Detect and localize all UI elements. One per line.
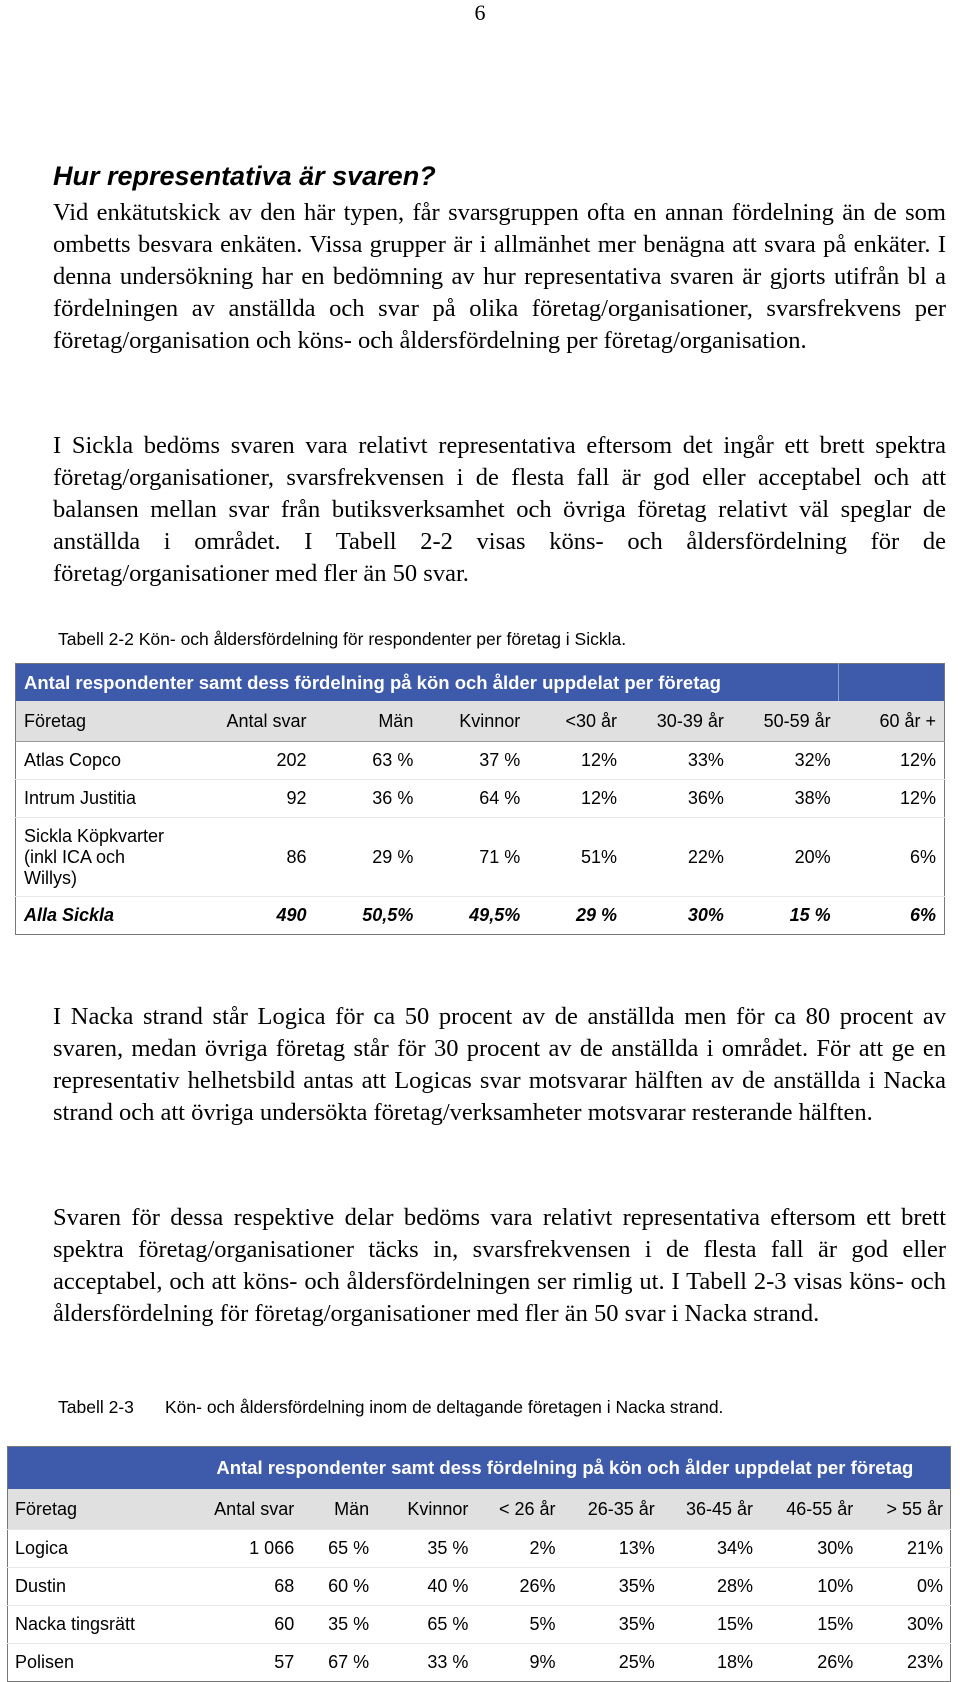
column-header: Antal svar <box>180 1489 302 1530</box>
column-header: 50-59 år <box>732 701 839 742</box>
table-cell: 38% <box>732 780 839 818</box>
table-caption-text: Kön- och åldersfördelning inom de deltagande företagen i Nacka strand. <box>165 1397 724 1417</box>
table-title-row <box>16 664 945 702</box>
table-cell: 23% <box>860 1644 950 1682</box>
table-header-row <box>8 1489 951 1530</box>
column-header: Antal svar <box>184 701 315 742</box>
table-row <box>8 1644 951 1682</box>
table-title-spacer <box>839 664 945 702</box>
table-cell: 63 % <box>314 742 421 780</box>
table-cell: 30% <box>760 1530 860 1568</box>
table-nacka-strand <box>7 1446 951 1682</box>
table-cell: 9% <box>475 1644 562 1682</box>
column-header: < 26 år <box>475 1489 562 1530</box>
table-cell: 20% <box>732 818 839 897</box>
table-cell: Dustin <box>8 1568 180 1606</box>
table-caption-2-3 <box>58 1396 723 1418</box>
table-cell: 36 % <box>314 780 421 818</box>
paragraph-intro: Vid enkätutskick av den här typen, får svarsgruppen ofta en annan fördelning än de som ombetts besvara enkäten. Vissa grupper är i allmänhet mer benägna att svara på enkäter. I denna undersökning har en bedömning av hur representativa svaren är gjorts utifrån bl a fördelningen av anställda och svar på olika företag/organisationer, svarsfrekvens per företag/organisation och köns- och åldersfördelning per företag/organisation. <box>53 199 946 354</box>
table-cell: 22% <box>625 818 732 897</box>
table-cell: 490 <box>184 897 315 935</box>
column-header: 46-55 år <box>760 1489 860 1530</box>
table-cell: 15% <box>662 1606 760 1644</box>
paragraph-nacka-representativity: Svaren för dessa respektive delar bedöms vara relativt representativa eftersom ett brett spektra företag/organisationer täcks in, svarsfrekvensen i de flesta fall är god eller acceptabel, och att köns- och åldersfördelningen ser rimlig ut. I Tabell 2-3 visas köns- och åldersfördelning för företag/organisationer med fler än 50 svar i Nacka strand. <box>53 1204 946 1327</box>
table-cell: 60 % <box>301 1568 376 1606</box>
table-row <box>8 1568 951 1606</box>
table-cell: 30% <box>625 897 732 935</box>
table-cell: 29 % <box>528 897 625 935</box>
table-cell: 60 <box>180 1606 302 1644</box>
table-cell: Alla Sickla <box>16 897 184 935</box>
column-header: 30-39 år <box>625 701 732 742</box>
column-header: > 55 år <box>860 1489 950 1530</box>
table-row <box>16 780 945 818</box>
table-cell: 92 <box>184 780 315 818</box>
table-cell: 12% <box>528 780 625 818</box>
table-cell: 35% <box>563 1606 662 1644</box>
table-cell: 35 % <box>301 1606 376 1644</box>
paragraph-nacka-logica: I Nacka strand står Logica för ca 50 procent av de anställda men för ca 80 procent av svaren, medan övriga företag står för 30 procent av de anställda i området. För att ge en representativ helhetsbild antas att Logicas svar motsvarar hälften av de anställda i Nacka strand och att övriga undersökta företag/verksamheter motsvarar resterande hälften. <box>53 1003 946 1126</box>
table-cell: 36% <box>625 780 732 818</box>
table-cell: 37 % <box>421 742 528 780</box>
table-cell: 202 <box>184 742 315 780</box>
table-row <box>16 742 945 780</box>
table-cell: 15% <box>760 1606 860 1644</box>
column-header: <30 år <box>528 701 625 742</box>
table-cell: Nacka tingsrätt <box>8 1606 180 1644</box>
table-cell: 26% <box>475 1568 562 1606</box>
table-row <box>8 1606 951 1644</box>
column-header: 36-45 år <box>662 1489 760 1530</box>
table-cell: 34% <box>662 1530 760 1568</box>
table-cell: 26% <box>760 1644 860 1682</box>
table-total-row <box>16 897 945 935</box>
table-cell: 1 066 <box>180 1530 302 1568</box>
table-cell: 49,5% <box>421 897 528 935</box>
table-title: Antal respondenter samt dess fördelning på kön och ålder uppdelat per företag <box>180 1447 951 1490</box>
page-number: 6 <box>474 0 486 25</box>
table-cell: 68 <box>180 1568 302 1606</box>
table-cell: 35 % <box>376 1530 475 1568</box>
table-caption-number: Tabell 2-3 <box>58 1397 134 1417</box>
table-cell: 40 % <box>376 1568 475 1606</box>
table-cell: 18% <box>662 1644 760 1682</box>
table-cell: 50,5% <box>314 897 421 935</box>
table-cell: 6% <box>839 897 945 935</box>
table-cell: 21% <box>860 1530 950 1568</box>
table-sickla <box>15 663 945 935</box>
table-cell: 86 <box>184 818 315 897</box>
table-cell: 12% <box>528 742 625 780</box>
table-cell: 64 % <box>421 780 528 818</box>
table-cell: 15 % <box>732 897 839 935</box>
table-cell: 35% <box>563 1568 662 1606</box>
table-cell: Logica <box>8 1530 180 1568</box>
column-header: Kvinnor <box>376 1489 475 1530</box>
column-header: Kvinnor <box>421 701 528 742</box>
column-header: 60 år + <box>839 701 945 742</box>
table-cell: 71 % <box>421 818 528 897</box>
table-cell: 10% <box>760 1568 860 1606</box>
table-cell: 6% <box>839 818 945 897</box>
table-cell: Intrum Justitia <box>16 780 184 818</box>
table-cell: 29 % <box>314 818 421 897</box>
table-cell: 67 % <box>301 1644 376 1682</box>
table-caption-2-2: Tabell 2-2 Kön- och åldersfördelning för respondenter per företag i Sickla. <box>58 629 627 649</box>
table-title: Antal respondenter samt dess fördelning på kön och ålder uppdelat per företag <box>16 664 839 702</box>
column-header: Män <box>314 701 421 742</box>
table-title-spacer <box>8 1447 180 1490</box>
column-header: 26-35 år <box>563 1489 662 1530</box>
table-cell: Polisen <box>8 1644 180 1682</box>
section-heading: Hur representativa är svaren? <box>53 161 436 191</box>
table-cell: 5% <box>475 1606 562 1644</box>
table-cell: 2% <box>475 1530 562 1568</box>
column-header: Företag <box>8 1489 180 1530</box>
table-row <box>16 818 945 897</box>
table-cell: 13% <box>563 1530 662 1568</box>
table-cell: 33 % <box>376 1644 475 1682</box>
table-cell: 33% <box>625 742 732 780</box>
table-title-row <box>8 1447 951 1490</box>
column-header: Företag <box>16 701 184 742</box>
table-cell: 12% <box>839 780 945 818</box>
table-cell: 0% <box>860 1568 950 1606</box>
table-cell: 32% <box>732 742 839 780</box>
paragraph-sickla: I Sickla bedöms svaren vara relativt representativa eftersom det ingår ett brett spektra företag/organisationer, svarsfrekvensen i de flesta fall är god eller acceptabel och att balansen mellan svar från butiksverksamhet och övriga företag relativt väl speglar de anställda i området. I Tabell 2-2 visas köns- och åldersfördelning för de företag/organisationer med fler än 50 svar. <box>53 432 946 587</box>
table-cell: 57 <box>180 1644 302 1682</box>
table-cell: 65 % <box>376 1606 475 1644</box>
table-cell: Atlas Copco <box>16 742 184 780</box>
table-cell: 30% <box>860 1606 950 1644</box>
table-cell: 65 % <box>301 1530 376 1568</box>
table-cell: 51% <box>528 818 625 897</box>
table-cell: Sickla Köpkvarter (inkl ICA och Willys) <box>16 818 184 897</box>
table-cell: 25% <box>563 1644 662 1682</box>
table-header-row <box>16 701 945 742</box>
table-cell: 12% <box>839 742 945 780</box>
column-header: Män <box>301 1489 376 1530</box>
table-cell: 28% <box>662 1568 760 1606</box>
table-row <box>8 1530 951 1568</box>
